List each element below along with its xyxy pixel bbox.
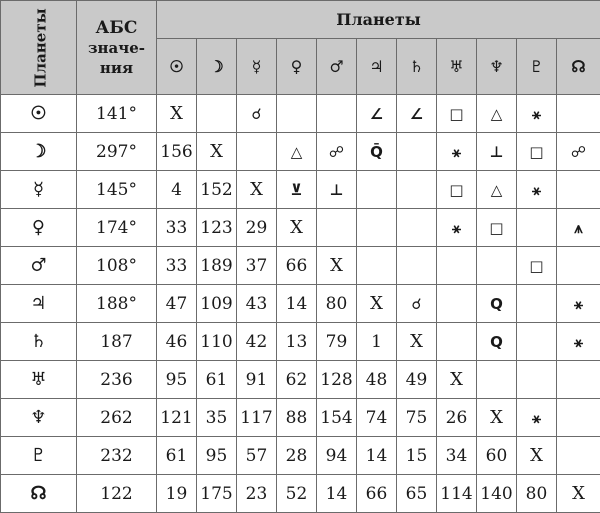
distance-cell: 65	[397, 475, 437, 513]
aspect-symbol-cell: ☌	[237, 95, 277, 133]
pluto-glyph-icon: ♇	[517, 39, 557, 95]
diagonal-mark-cell: X	[437, 361, 477, 399]
aspect-symbol-cell: ☍	[317, 133, 357, 171]
distance-cell: 52	[277, 475, 317, 513]
abs-value-cell: 187	[77, 323, 157, 361]
distance-cell: 94	[317, 437, 357, 475]
aspect-symbol-cell: ⩚	[557, 209, 600, 247]
aspect-symbol-cell: ⊻	[277, 171, 317, 209]
empty-cell	[277, 95, 317, 133]
distance-cell: 26	[437, 399, 477, 437]
abs-value-cell: 122	[77, 475, 157, 513]
aspect-symbol-cell: ⊥	[317, 171, 357, 209]
diagonal-mark-cell: X	[197, 133, 237, 171]
empty-cell	[397, 171, 437, 209]
distance-cell: 60	[477, 437, 517, 475]
table-row	[1, 133, 600, 171]
empty-cell	[557, 361, 600, 399]
neptune-glyph-icon: ♆	[1, 399, 77, 437]
distance-cell: 109	[197, 285, 237, 323]
distance-cell: 42	[237, 323, 277, 361]
aspect-symbol-cell: △	[477, 95, 517, 133]
distance-cell: 48	[357, 361, 397, 399]
moon-glyph-icon: ☽	[1, 133, 77, 171]
empty-cell	[237, 133, 277, 171]
distance-cell: 95	[197, 437, 237, 475]
jupiter-glyph-icon: ♃	[1, 285, 77, 323]
distance-cell: 62	[277, 361, 317, 399]
aspect-symbol-cell: ⚹	[517, 399, 557, 437]
aspect-symbol-cell: ⚹	[517, 95, 557, 133]
moon-glyph-icon: ☽	[197, 39, 237, 95]
distance-cell: 15	[397, 437, 437, 475]
distance-cell: 33	[157, 209, 197, 247]
empty-cell	[357, 171, 397, 209]
empty-cell	[397, 209, 437, 247]
distance-cell: 47	[157, 285, 197, 323]
abs-value-cell: 141°	[77, 95, 157, 133]
empty-cell	[357, 209, 397, 247]
abs-header-line1: АБС	[95, 17, 138, 38]
empty-cell	[437, 323, 477, 361]
distance-cell: 66	[277, 247, 317, 285]
abs-value-cell: 236	[77, 361, 157, 399]
distance-cell: 110	[197, 323, 237, 361]
diagonal-mark-cell: X	[317, 247, 357, 285]
planets-group-header: Планеты	[157, 1, 600, 39]
abs-column-header	[77, 1, 157, 95]
distance-cell: 154	[317, 399, 357, 437]
distance-cell: 75	[397, 399, 437, 437]
aspect-symbol-cell: ⚹	[557, 285, 600, 323]
abs-value-cell: 262	[77, 399, 157, 437]
aspect-symbol-cell: Q̄	[357, 133, 397, 171]
distance-cell: 152	[197, 171, 237, 209]
distance-cell: 4	[157, 171, 197, 209]
empty-cell	[437, 247, 477, 285]
diagonal-mark-cell: X	[157, 95, 197, 133]
table-body	[1, 95, 600, 513]
distance-cell: 121	[157, 399, 197, 437]
diagonal-mark-cell: X	[397, 323, 437, 361]
aspect-symbol-cell: Q	[477, 285, 517, 323]
header-row-top	[1, 1, 600, 39]
distance-cell: 156	[157, 133, 197, 171]
empty-cell	[557, 95, 600, 133]
abs-value-cell: 297°	[77, 133, 157, 171]
empty-cell	[557, 437, 600, 475]
table-row	[1, 361, 600, 399]
saturn-glyph-icon: ♄	[397, 39, 437, 95]
table-row	[1, 95, 600, 133]
node-glyph-icon: ☊	[1, 475, 77, 513]
empty-cell	[357, 247, 397, 285]
distance-cell: 28	[277, 437, 317, 475]
abs-value-cell: 174°	[77, 209, 157, 247]
distance-cell: 34	[437, 437, 477, 475]
distance-cell: 61	[197, 361, 237, 399]
distance-cell: 128	[317, 361, 357, 399]
abs-header-line3: ния	[99, 58, 134, 77]
diagonal-mark-cell: X	[277, 209, 317, 247]
distance-cell: 43	[237, 285, 277, 323]
empty-cell	[557, 399, 600, 437]
distance-cell: 80	[317, 285, 357, 323]
empty-cell	[517, 323, 557, 361]
aspect-symbol-cell: ☌	[397, 285, 437, 323]
table-row	[1, 209, 600, 247]
table-row	[1, 285, 600, 323]
pluto-glyph-icon: ♇	[1, 437, 77, 475]
aspect-symbol-cell: △	[277, 133, 317, 171]
empty-cell	[397, 247, 437, 285]
distance-cell: 74	[357, 399, 397, 437]
aspect-symbol-cell: □	[517, 133, 557, 171]
saturn-glyph-icon: ♄	[1, 323, 77, 361]
table-row	[1, 247, 600, 285]
diagonal-mark-cell: X	[357, 285, 397, 323]
empty-cell	[477, 247, 517, 285]
aspect-symbol-cell: ⚹	[517, 171, 557, 209]
empty-cell	[437, 285, 477, 323]
sun-glyph-icon: ☉	[157, 39, 197, 95]
abs-header-line2: значе-	[87, 38, 146, 57]
distance-cell: 57	[237, 437, 277, 475]
distance-cell: 14	[277, 285, 317, 323]
distance-cell: 91	[237, 361, 277, 399]
distance-cell: 117	[237, 399, 277, 437]
aspect-symbol-cell: ⚹	[437, 133, 477, 171]
distance-cell: 33	[157, 247, 197, 285]
distance-cell: 35	[197, 399, 237, 437]
table-row	[1, 399, 600, 437]
distance-cell: 1	[357, 323, 397, 361]
diagonal-mark-cell: X	[237, 171, 277, 209]
venus-glyph-icon: ♀	[1, 209, 77, 247]
node-glyph-icon: ☊	[557, 39, 600, 95]
aspect-symbol-cell: Q	[477, 323, 517, 361]
distance-cell: 140	[477, 475, 517, 513]
empty-cell	[317, 95, 357, 133]
empty-cell	[517, 209, 557, 247]
jupiter-glyph-icon: ♃	[357, 39, 397, 95]
neptune-glyph-icon: ♆	[477, 39, 517, 95]
empty-cell	[197, 95, 237, 133]
distance-cell: 61	[157, 437, 197, 475]
distance-cell: 95	[157, 361, 197, 399]
distance-cell: 46	[157, 323, 197, 361]
distance-cell: 37	[237, 247, 277, 285]
distance-cell: 14	[357, 437, 397, 475]
distance-cell: 19	[157, 475, 197, 513]
aspect-symbol-cell: ⚹	[557, 323, 600, 361]
table-row	[1, 437, 600, 475]
distance-cell: 29	[237, 209, 277, 247]
distance-cell: 123	[197, 209, 237, 247]
table-row	[1, 323, 600, 361]
mercury-glyph-icon: ☿	[237, 39, 277, 95]
planets-column-header	[1, 1, 77, 95]
uranus-glyph-icon: ♅	[437, 39, 477, 95]
aspect-symbol-cell: ⚹	[437, 209, 477, 247]
abs-value-cell: 145°	[77, 171, 157, 209]
distance-cell: 114	[437, 475, 477, 513]
distance-cell: 23	[237, 475, 277, 513]
empty-cell	[557, 247, 600, 285]
distance-cell: 189	[197, 247, 237, 285]
distance-cell: 80	[517, 475, 557, 513]
empty-cell	[477, 361, 517, 399]
aspect-symbol-cell: ☍	[557, 133, 600, 171]
distance-cell: 88	[277, 399, 317, 437]
mars-glyph-icon: ♂	[317, 39, 357, 95]
distance-cell: 175	[197, 475, 237, 513]
empty-cell	[397, 133, 437, 171]
mercury-glyph-icon: ☿	[1, 171, 77, 209]
distance-cell: 13	[277, 323, 317, 361]
table-row	[1, 475, 600, 513]
aspect-symbol-cell: □	[517, 247, 557, 285]
aspect-symbol-cell: □	[437, 171, 477, 209]
diagonal-mark-cell: X	[477, 399, 517, 437]
distance-cell: 66	[357, 475, 397, 513]
uranus-glyph-icon: ♅	[1, 361, 77, 399]
aspect-symbol-cell: ∠	[397, 95, 437, 133]
aspect-symbol-cell: □	[477, 209, 517, 247]
aspect-symbol-cell: □	[437, 95, 477, 133]
aspect-symbol-cell: ⊥	[477, 133, 517, 171]
diagonal-mark-cell: X	[557, 475, 600, 513]
distance-cell: 49	[397, 361, 437, 399]
planets-column-label: Планеты	[31, 8, 50, 88]
diagonal-mark-cell: X	[517, 437, 557, 475]
abs-value-cell: 232	[77, 437, 157, 475]
empty-cell	[317, 209, 357, 247]
venus-glyph-icon: ♀	[277, 39, 317, 95]
sun-glyph-icon: ☉	[1, 95, 77, 133]
distance-cell: 79	[317, 323, 357, 361]
empty-cell	[517, 361, 557, 399]
distance-cell: 14	[317, 475, 357, 513]
empty-cell	[517, 285, 557, 323]
mars-glyph-icon: ♂	[1, 247, 77, 285]
empty-cell	[557, 171, 600, 209]
table-row	[1, 171, 600, 209]
aspect-symbol-cell: △	[477, 171, 517, 209]
aspect-symbol-cell: ∠	[357, 95, 397, 133]
abs-value-cell: 108°	[77, 247, 157, 285]
abs-value-cell: 188°	[77, 285, 157, 323]
